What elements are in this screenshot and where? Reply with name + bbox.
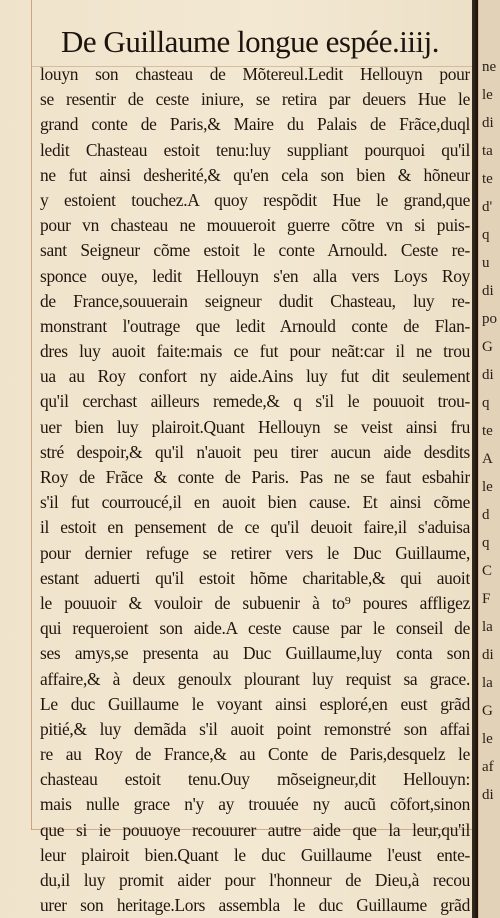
text-line: estant aduerti qu'il estoit hõme charitable,& qui auoit <box>40 567 470 588</box>
text-line: leur plairoit bien.Quant le duc Guillaume l'eust ente- <box>40 844 470 865</box>
facing-page-fragment: di <box>482 647 494 663</box>
facing-page-fragment: la <box>482 675 493 691</box>
text-line: qui requeroient son aide.A ceste cause par le conseil de <box>40 618 470 639</box>
left-margin-rule <box>31 0 32 830</box>
facing-page-fragment: po <box>482 311 497 327</box>
text-line: s'il fut courroucé,il en auoit bien cause. Et ainsi cõme <box>40 492 470 513</box>
text-line: chasteau estoit tenu.Ouy mõseigneur,dit Hellouyn: <box>40 769 470 790</box>
text-line: affaire,& à deux genoulx plourant luy requist sa grace. <box>40 668 470 689</box>
text-line: dres luy auoit faite:mais ce fut pour neãt:car il ne trou <box>40 341 470 362</box>
text-line: du,il luy promit aider pour l'honneur de Dieu,à recou <box>40 870 470 890</box>
text-line: y estoient touchez.A quoy respõdit Hue le grand,que <box>40 189 470 210</box>
facing-page-fragment: di <box>482 115 494 131</box>
text-line: Roy de Frãce & conte de Paris. Pas ne se faut esbahir <box>40 467 470 487</box>
text-line: ses amys,se presenta au Duc Guillaume,luy conta son <box>40 643 470 664</box>
text-line: de France,souuerain seigneur dudit Chasteau, luy re- <box>40 290 470 311</box>
text-line: il estoit en pensement de ce qu'il deuoit faire,il s'aduisa <box>40 517 470 538</box>
facing-page-fragment: q <box>482 535 490 551</box>
facing-page-fragment: q <box>482 227 490 243</box>
facing-page-edge <box>478 0 500 918</box>
text-line: sant Seigneur cõme estoit le conte Arnould. Ceste re- <box>40 240 470 261</box>
facing-page-fragment: q <box>482 395 490 411</box>
facing-page-fragment: le <box>482 731 493 747</box>
facing-page-fragment: ne <box>482 59 497 75</box>
text-line: grand conte de Paris,& Maire du Palais de Frãce,duql <box>40 114 470 135</box>
text-line: pitié,& luy demãda s'il auoit point remonstré son affai <box>40 718 470 739</box>
facing-page-fragment: d <box>482 507 490 523</box>
facing-page-fragment: le <box>482 479 493 495</box>
text-line: sponce ouye, ledit Hellouyn s'en alla vers Loys Roy <box>40 265 470 286</box>
facing-page-fragment: le <box>482 87 493 103</box>
text-line: louyn son chasteau de Mõtereul.Ledit Hellouyn pour <box>40 64 470 84</box>
text-line: Le duc Guillaume le voyant ainsi esploré,en eust grãd <box>40 693 470 714</box>
text-line: ua au Roy confort ny aide.Ains luy fut dit seulement <box>40 366 470 387</box>
text-line: pour vn chasteau ne mouueroit guerre cõtre vn si puis- <box>40 215 470 236</box>
facing-page-fragment: af <box>482 759 494 775</box>
facing-page-fragment: C <box>482 563 493 579</box>
text-line: monstrant l'outrage que ledit Arnould conte de Flan- <box>40 315 470 336</box>
facing-page-fragment: u <box>482 255 490 271</box>
body-text <box>40 62 470 918</box>
text-line: urer son heritage.Lors assembla le duc Guillaume grãd <box>40 895 470 916</box>
facing-page-fragment: F <box>482 591 491 607</box>
text-line: stré despoir,& qu'il n'auoit peu tirer aucun aide desdits <box>40 441 470 462</box>
text-line: re au Roy de France,& au Conte de Paris,desquelz le <box>40 744 470 765</box>
facing-page-fragment: te <box>482 171 493 187</box>
facing-page-fragment: d' <box>482 199 493 215</box>
text-line: le pouuoir & vouloir de subuenir à to⁹ poures affligez <box>40 592 470 613</box>
facing-page-fragment: G <box>482 703 493 719</box>
text-line: se resentir de ceste iniure, se retira par deuers Hue le <box>40 89 470 110</box>
text-line: uer bien luy plairoit.Quant Hellouyn se veist ainsi fru <box>40 416 470 437</box>
text-line: pour dernier refuge se retirer vers le Duc Guillaume, <box>40 542 470 563</box>
facing-page-fragment: te <box>482 423 493 439</box>
facing-page-fragment: ta <box>482 143 493 159</box>
facing-page-fragment: di <box>482 367 494 383</box>
facing-page-fragment: la <box>482 619 493 635</box>
text-line: que si ie pouuoye recouurer autre aide que la leur,qu'il <box>40 819 470 840</box>
facing-page-fragment: di <box>482 787 494 803</box>
running-head: De Guillaume longue espée.iiij. <box>61 24 439 59</box>
text-line: qu'il cerchast ailleurs remede,& q s'il le pouuoit trou- <box>40 391 470 412</box>
facing-page-fragment: A <box>482 451 493 467</box>
facing-page-rule <box>478 0 479 918</box>
text-line: ledit Chasteau estoit tenu:luy suppliant pourquoi qu'il <box>40 139 470 160</box>
text-line: ne fut ainsi desherité,& qu'en cela son bien & hõneur <box>40 164 470 185</box>
facing-page-fragment: G <box>482 339 493 355</box>
text-line: mais nulle grace n'y ay trouuée ny aucũ cõfort,sinon <box>40 794 470 815</box>
facing-page-fragment: di <box>482 283 494 299</box>
